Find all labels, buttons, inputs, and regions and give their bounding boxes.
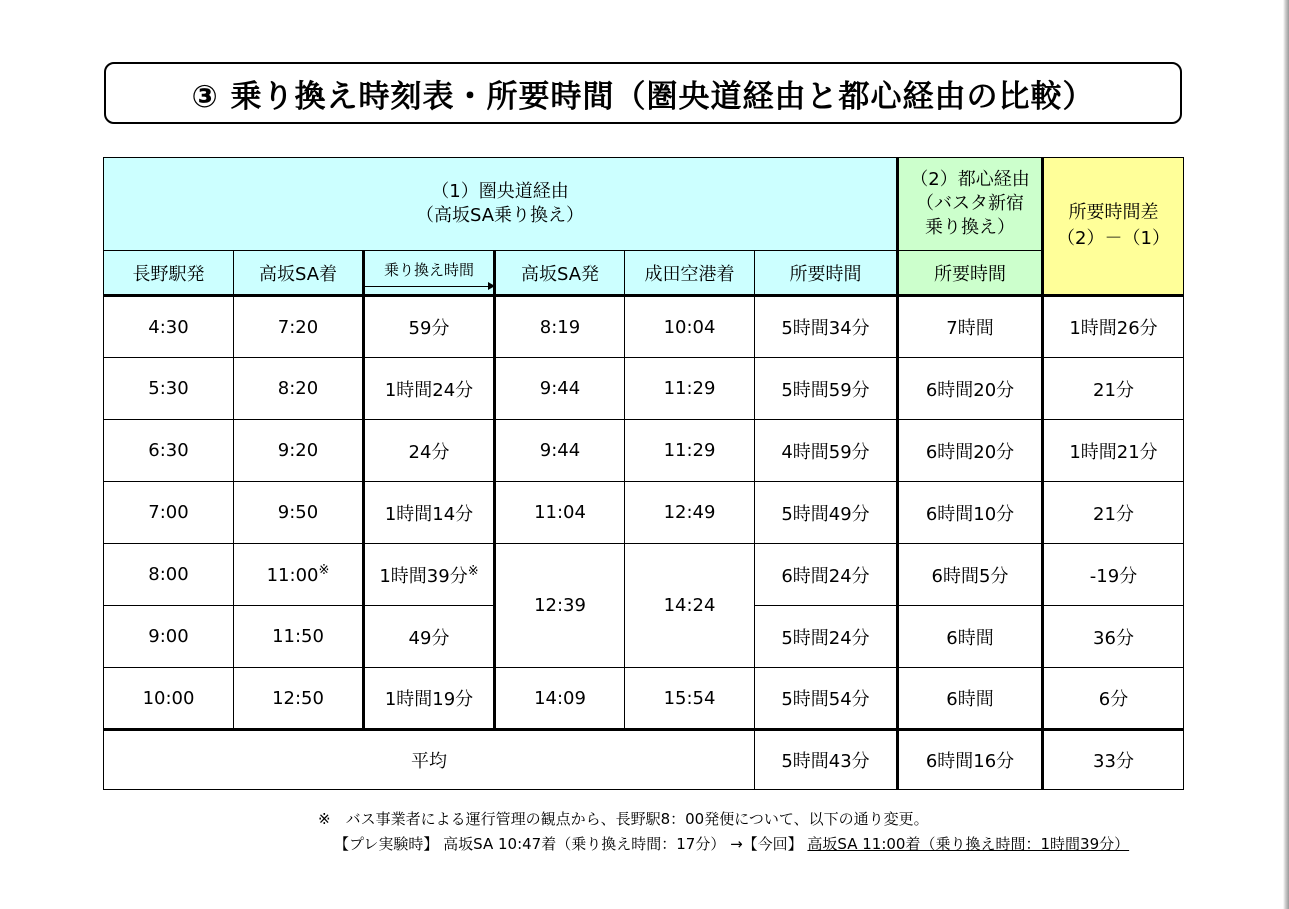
cell-takasaka-dep: 9:44 xyxy=(495,358,625,420)
cell-nagano-dep: 6:30 xyxy=(104,420,234,482)
cell-diff: 21分 xyxy=(1043,482,1184,544)
cell-transfer: 49分 xyxy=(364,606,495,668)
cell-diff: 6分 xyxy=(1043,668,1184,730)
cell-takasaka-arr: 9:20 xyxy=(234,420,364,482)
header-route1 xyxy=(104,158,898,251)
cell-duration1: 5時間24分 xyxy=(755,606,898,668)
footnote-line2-underlined: 高坂SA 11:00着（乗り換え時間：1時間39分） xyxy=(807,835,1130,853)
cell-transfer: 1時間14分 xyxy=(364,482,495,544)
cell-diff: 36分 xyxy=(1043,606,1184,668)
footnote-line2 xyxy=(334,833,1129,854)
col-narita-arr: 成田空港着 xyxy=(625,251,755,296)
page-title: ③ 乗り換え時刻表・所要時間（圏央道経由と都心経由の比較） xyxy=(104,62,1182,124)
cell-duration1: 5時間49分 xyxy=(755,482,898,544)
cell-duration1: 5時間54分 xyxy=(755,668,898,730)
cell-duration2: 7時間 xyxy=(898,296,1043,358)
footnote-line2-prefix: 【プレ実験時】 高坂SA 10:47着（乗り換え時間：17分） →【今回】 xyxy=(334,835,808,853)
cell-takasaka-arr: 8:20 xyxy=(234,358,364,420)
cell-nagano-dep: 5:30 xyxy=(104,358,234,420)
footnote-line1: ※ バス事業者による運行管理の観点から、長野駅8：00発便について、以下の通り変更。 xyxy=(318,810,929,828)
cell-takasaka-dep: 12:39 xyxy=(495,544,625,668)
average-label: 平均 xyxy=(104,730,755,790)
cell-transfer-value: 1時間39分 xyxy=(379,565,468,587)
cell-nagano-dep: 7:00 xyxy=(104,482,234,544)
cell-duration2: 6時間20分 xyxy=(898,420,1043,482)
col-duration-route2: 所要時間 xyxy=(898,251,1043,296)
cell-duration1: 5時間34分 xyxy=(755,296,898,358)
header-route2 xyxy=(898,158,1043,251)
cell-narita-arr: 11:29 xyxy=(625,358,755,420)
cell-narita-arr: 10:04 xyxy=(625,296,755,358)
cell-nagano-dep: 10:00 xyxy=(104,668,234,730)
cell-transfer xyxy=(364,544,495,606)
cell-narita-arr: 14:24 xyxy=(625,544,755,668)
header-route2-line1: （2）都心経由 xyxy=(910,169,1030,190)
cell-narita-arr: 11:29 xyxy=(625,420,755,482)
cell-narita-arr: 15:54 xyxy=(625,668,755,730)
cell-nagano-dep: 9:00 xyxy=(104,606,234,668)
cell-takasaka-arr xyxy=(234,544,364,606)
cell-duration2: 6時間20分 xyxy=(898,358,1043,420)
col-transfer-time xyxy=(364,251,495,296)
cell-duration1: 6時間24分 xyxy=(755,544,898,606)
window-edge xyxy=(1283,0,1289,909)
cell-duration2: 6時間10分 xyxy=(898,482,1043,544)
cell-duration2: 6時間 xyxy=(898,606,1043,668)
cell-narita-arr: 12:49 xyxy=(625,482,755,544)
table-row xyxy=(104,482,1184,544)
cell-takasaka-arr: 9:50 xyxy=(234,482,364,544)
header-diff-line2: （2）－（1） xyxy=(1057,228,1170,249)
note-mark: ※ xyxy=(467,563,479,579)
table-row xyxy=(104,420,1184,482)
average-duration2: 6時間16分 xyxy=(898,730,1043,790)
cell-duration2: 6時間5分 xyxy=(898,544,1043,606)
cell-diff: 1時間26分 xyxy=(1043,296,1184,358)
col-nagano-dep: 長野駅発 xyxy=(104,251,234,296)
table-row xyxy=(104,296,1184,358)
cell-diff: -19分 xyxy=(1043,544,1184,606)
cell-transfer: 24分 xyxy=(364,420,495,482)
col-takasaka-dep: 高坂SA発 xyxy=(495,251,625,296)
cell-takasaka-dep: 9:44 xyxy=(495,420,625,482)
cell-takasaka-dep: 8:19 xyxy=(495,296,625,358)
header-route2-line3: 乗り換え） xyxy=(925,217,1015,238)
col-transfer-time-label: 乗り換え時間 xyxy=(383,260,474,279)
table-row xyxy=(104,544,1184,606)
cell-takasaka-arr: 12:50 xyxy=(234,668,364,730)
cell-transfer: 59分 xyxy=(364,296,495,358)
cell-transfer: 1時間19分 xyxy=(364,668,495,730)
transfer-timetable xyxy=(103,157,1184,790)
cell-nagano-dep: 4:30 xyxy=(104,296,234,358)
cell-diff: 21分 xyxy=(1043,358,1184,420)
header-diff-line1: 所要時間差 xyxy=(1068,202,1159,223)
cell-takasaka-arr-value: 11:00 xyxy=(266,565,319,586)
col-takasaka-arr: 高坂SA着 xyxy=(234,251,364,296)
cell-duration1: 4時間59分 xyxy=(755,420,898,482)
cell-takasaka-arr: 7:20 xyxy=(234,296,364,358)
header-route1-line1: （1）圏央道経由 xyxy=(431,181,569,202)
header-diff xyxy=(1043,158,1184,296)
header-route2-line2: （バスタ新宿 xyxy=(916,193,1024,214)
average-duration1: 5時間43分 xyxy=(755,730,898,790)
cell-nagano-dep: 8:00 xyxy=(104,544,234,606)
table-row xyxy=(104,358,1184,420)
cell-duration2: 6時間 xyxy=(898,668,1043,730)
cell-takasaka-dep: 14:09 xyxy=(495,668,625,730)
arrow-right-icon xyxy=(365,286,493,287)
cell-transfer: 1時間24分 xyxy=(364,358,495,420)
cell-diff: 1時間21分 xyxy=(1043,420,1184,482)
col-duration-route1: 所要時間 xyxy=(755,251,898,296)
cell-duration1: 5時間59分 xyxy=(755,358,898,420)
cell-takasaka-dep: 11:04 xyxy=(495,482,625,544)
header-route1-line2: （高坂SA乗り換え） xyxy=(415,205,585,226)
average-row xyxy=(104,730,1184,790)
table-row xyxy=(104,668,1184,730)
note-mark: ※ xyxy=(318,563,330,578)
average-diff: 33分 xyxy=(1043,730,1184,790)
cell-takasaka-arr: 11:50 xyxy=(234,606,364,668)
